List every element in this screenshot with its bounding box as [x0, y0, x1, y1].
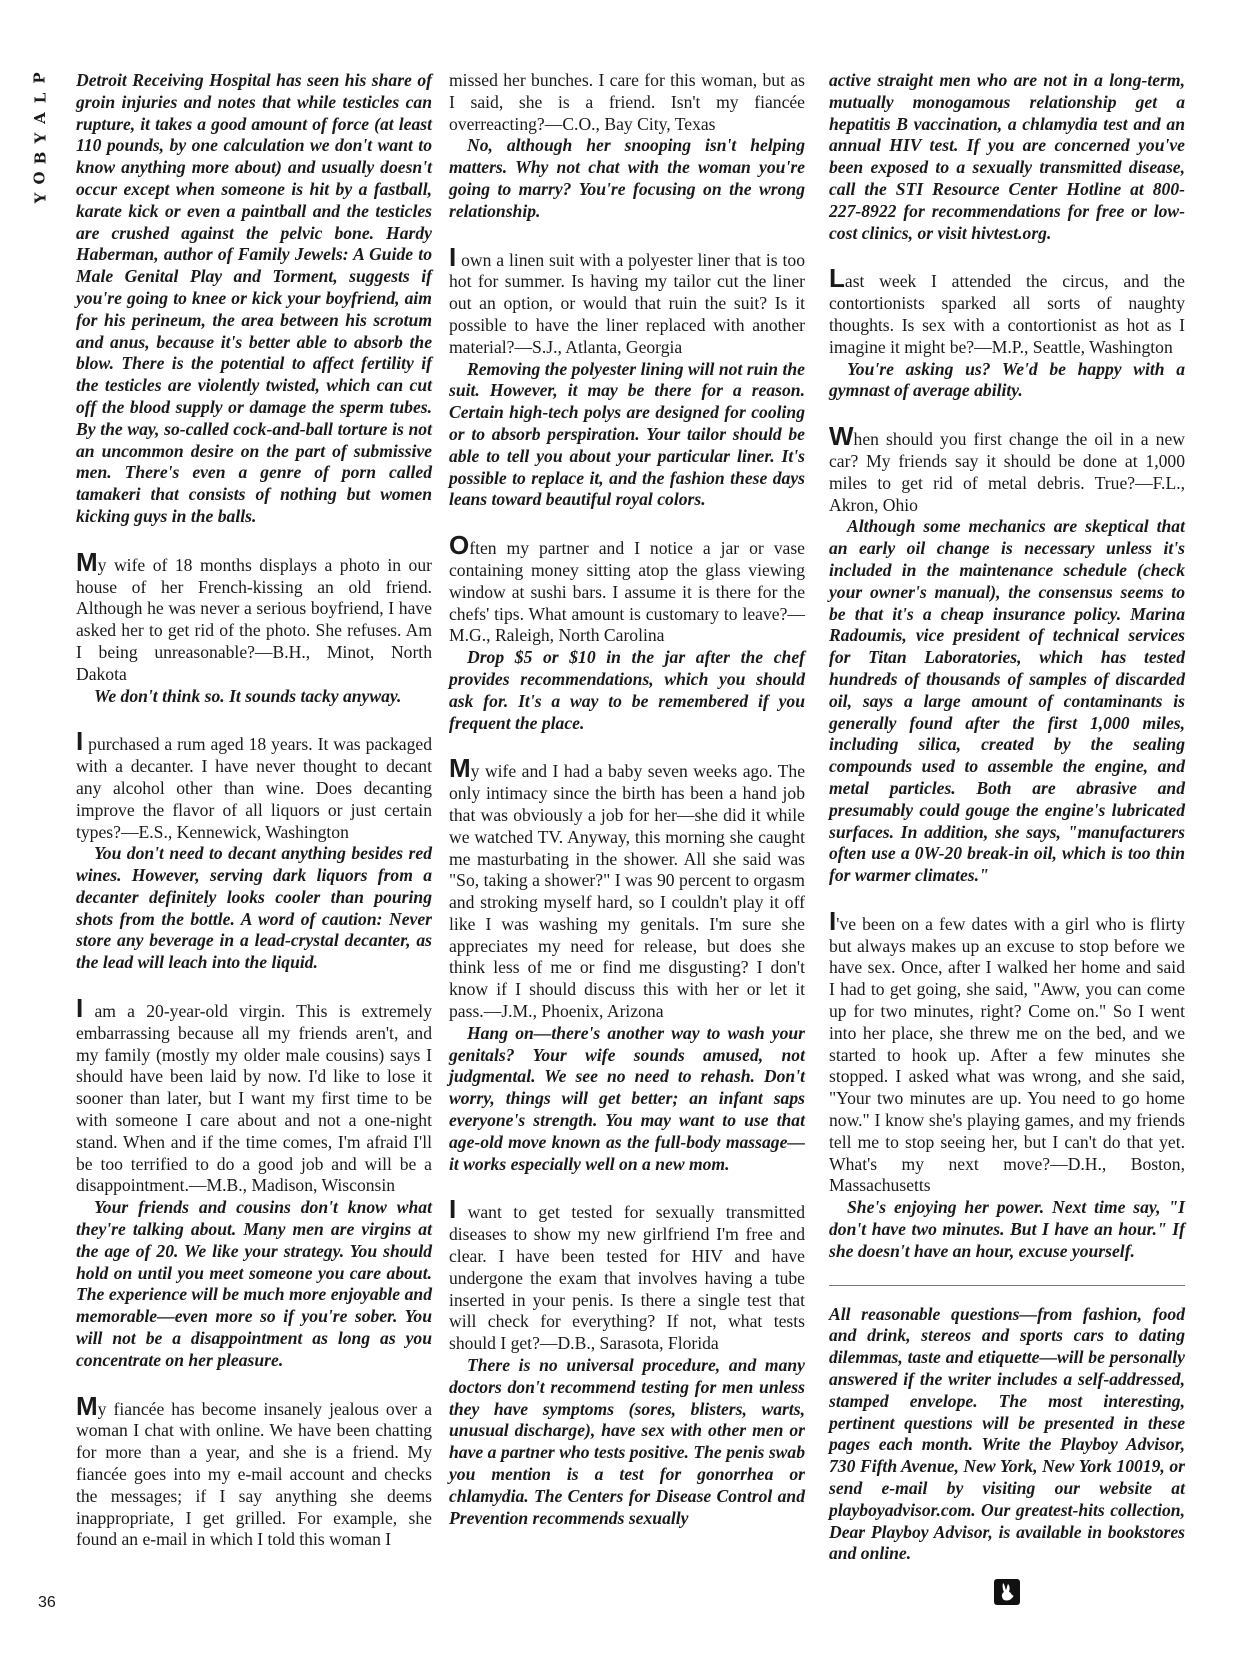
submission-note: All reasonable questions—from fashion, food and drink, stereos and sports cars to dating dilemmas, taste and etiquette—will be personally answered if the writer includes a self-addressed, stamped envelope. The most interesting, pertinent questions will be presented in these pages each month. Write the Playboy Advisor, 730 Fifth Avenue, New York, New York 10019, or send e-mail by visiting our website at playboyadvisor.com. Our greatest-hits collection, Dear Playboy Advisor, is available in bookstores and online. [829, 1303, 1185, 1564]
question-paragraph [449, 530, 805, 647]
question-paragraph [76, 546, 432, 686]
answer-paragraph: Your friends and cousins don't know what they're talking about. Many men are virgins at the age of 20. We like your strategy. You should hold on until you meet someone you care about. The experience will be much more enjoyable and memorable—even more so if you're sober. You will not be a disappointment as long as you concentrate on her pleasure. [76, 1197, 432, 1370]
column-2 [449, 70, 805, 1529]
question-text: am a 20-year-old virgin. This is extremely embarrassing because all my friends aren't, and my family (mostly my older male cousins) says I should have been laid by now. I'd like to lose it sooner than later, but I want my first time to be with someone I care about and not a one-night stand. When and if the time comes, I'm afraid I'll be too terrified to do a good job and will be a disappointment.—M.B., Madison, Wisconsin [76, 1001, 432, 1196]
question-text: 've been on a few dates with a girl who is flirty but always makes up an excuse to stop before we have sex. Once, after I walked her home and said I had to get going, she said, "Aww, you can come up for two minutes, right? Come on." So I went into her place, she threw me on the bed, and we started to hook up. After a few minutes she stopped. I asked what was wrong, and she said, "Your two minutes are up. You need to go home now." I know she's playing games, and my friends tell me to stop seeing her, but I can't do that yet. What's my next move?—D.H., Boston, Massachusetts [829, 913, 1185, 1196]
question-paragraph [76, 993, 432, 1197]
masthead-vertical: P L A Y B O Y [30, 72, 49, 204]
question-text: y fiancée has become insanely jealous over a woman I chat with online. We have been chatting for more than a year, and she is a friend. My fiancée goes into my e-mail account and checks the messages; if I say anything she deems inappropriate, I get grilled. For example, she found an e-mail in which I told this woman I [76, 1398, 432, 1550]
question-text: own a linen suit with a polyester liner that is too hot for summer. Is having my tailor cut the liner out an option, or would that ruin the suit? Is it possible to have the liner replaced with another material?—S.J., Atlanta, Georgia [449, 249, 805, 357]
drop-cap: I [76, 993, 84, 1024]
answer-paragraph: Detroit Receiving Hospital has seen his share of groin injuries and notes that while testicles can rupture, it takes a good amount of force (at least 110 pounds, by one calculation we don't want to know anything more about) and usually doesn't occur except when someone is hit by a fastball, karate kick or even a paintball and the testicles are crushed against the pelvic bone. Hardy Haberman, author of Family Jewels: A Guide to Male Genital Play and Torment, suggests if you're going to knee or kick your boyfriend, aim for his perineum, the area between his scrotum and anus, because it's better able to absorb the blow. There is the potential to affect fertility if the testicles are violently twisted, which can cut off the blood supply or damage the sperm tubes. By the way, so-called cock-and-ball torture is not an uncommon desire on the part of submissive men. There's even a genre of porn called tamakeri that consists of nothing but women kicking guys in the balls. [76, 70, 432, 526]
drop-cap: O [449, 530, 470, 561]
column-1 [76, 70, 432, 1551]
drop-cap: L [829, 263, 845, 294]
question-paragraph [829, 263, 1185, 358]
drop-cap: M [449, 753, 471, 784]
question-paragraph [829, 421, 1185, 516]
question-text: purchased a rum aged 18 years. It was packaged with a decanter. I have never thought to decant any alcohol other than wine. Does decanting improve the flavor of all liquors or just certain types?—E.S., Kennewick, Washington [76, 734, 432, 842]
column-3 [829, 70, 1185, 1605]
question-paragraph [76, 1390, 432, 1552]
answer-paragraph: We don't think so. It sounds tacky anyway. [94, 685, 402, 706]
question-text: want to get tested for sexually transmitted diseases to show my new girlfriend I'm free and clear. I have been tested for HIV and have undergone the exam that involves having a tube inserted in your penis. Is there a single test that will check for everything? If not, what tests should I get?—D.B., Sarasota, Florida [449, 1202, 805, 1354]
answer-paragraph: Although some mechanics are skeptical that an early oil change is necessary unless it's included in the maintenance schedule (check your owner's manual), the consensus seems to be that it's a cheap insurance policy. Marina Radoumis, vice president of technical services for Titan Laboratories, which has tested hundreds of thousands of samples of discarded oil, says a large amount of contaminants is generally found after the first 1,000 miles, including silica, created by the sealing compounds used to assemble the engine, and metal particles. Both are abrasive and presumably could gouge the engine's lubricated surfaces. In addition, she says, "manufacturers often use a 0W-20 break-in oil, which is too thin for warmer climates." [829, 516, 1185, 886]
drop-cap: I [829, 905, 837, 936]
rabbit-head-icon [994, 1579, 1020, 1605]
answer-paragraph: You don't need to decant anything besides red wines. However, serving dark liquors from a decanter definitely looks cooler than pouring shots from the bottle. A word of caution: Never store any beverage in a lead-crystal decanter, as the lead will leach into the liquid. [76, 843, 432, 973]
question-paragraph [449, 241, 805, 359]
drop-cap: I [449, 241, 457, 272]
end-mark [829, 1579, 1185, 1605]
answer-paragraph: There is no universal procedure, and many doctors don't recommend testing for men unless they have symptoms (sores, blisters, warts, unusual discharge), have sex with other men or have a partner who tests positive. The penis swab you mention is a test for gonorrhea or chlamydia. The Centers for Disease Control and Prevention recommends sexually [449, 1355, 805, 1528]
drop-cap: I [76, 726, 84, 757]
answer-paragraph: Drop $5 or $10 in the jar after the chef provides recommendations, which you should ask for. It's a way to be remembered if you frequent the place. [449, 647, 805, 733]
question-paragraph [829, 905, 1185, 1197]
answer-paragraph: Removing the polyester lining will not ruin the suit. However, it may be there for a reason. Certain high-tech polys are designed for cooling or to absorb perspiration. Your tailor should be able to tell you about your particular liner. It's possible to replace it, and the fashion these days leans toward beautiful royal colors. [449, 358, 805, 510]
answer-paragraph: No, although her snooping isn't helping matters. Why not chat with the woman you're going to marry? You're focusing on the wrong relationship. [449, 135, 805, 221]
answer-continued: active straight men who are not in a long-term, mutually monogamous relationship get a hepatitis B vaccination, a chlamydia test and an annual HIV test. If you are concerned you've been exposed to a sexually transmitted disease, call the STI Resource Center Hotline at 800-227-8922 for recommendations for free or low-cost clinics, or visit hivtest.org. [829, 70, 1185, 243]
drop-cap: M [76, 1390, 98, 1421]
question-text: y wife and I had a baby seven weeks ago. The only intimacy since the birth has been a hand job that was obviously a job for her—she did it while we watched TV. Anyway, this morning she caught me masturbating in the shower. All she said was "So, taking a shower?" I was 90 percent to orgasm and stroking myself hard, so I couldn't play it off like I was washing my genitals. I'm sure she appreciates my need for release, but does she think less of me or find me disgusting? I don't know if I should discuss this with her or let it pass.—J.M., Phoenix, Arizona [449, 761, 805, 1022]
question-paragraph [449, 1194, 805, 1355]
drop-cap: W [829, 421, 854, 452]
question-text: y wife of 18 months displays a photo in our house of her French-kissing an old friend. Although he was never a serious boyfriend, I have asked her to get rid of the photo. She refuses. Am I being unreasonable?—B.H., Minot, North Dakota [76, 554, 432, 684]
question-paragraph [449, 753, 805, 1023]
question-text: ften my partner and I notice a jar or vase containing money sitting atop the glass viewing window at sushi bars. I assume it is there for the chefs' tips. What amount is customary to leave?—M.G., Raleigh, North Carolina [449, 538, 805, 646]
answer-paragraph: You're asking us? We'd be happy with a gymnast of average ability. [829, 358, 1185, 401]
page-number: 36 [38, 1594, 56, 1611]
answer-paragraph: She's enjoying her power. Next time say, "I don't have two minutes. But I have an hour." If she doesn't have an hour, excuse yourself. [829, 1197, 1185, 1261]
question-paragraph [76, 726, 432, 843]
question-text: ast week I attended the circus, and the contortionists sparked all sorts of naughty thoughts. Is sex with a contortionist as hot as I imagine it might be?—M.P., Seattle, Washington [829, 271, 1185, 357]
section-divider [829, 1285, 1185, 1286]
drop-cap: M [76, 546, 98, 577]
answer-paragraph: Hang on—there's another way to wash your genitals? Your wife sounds amused, not judgmental. We see no need to rehash. Don't worry, things will get better; an infant saps everyone's strength. You may want to use that age-old move known as the full-body massage—it works especially well on a new mom. [449, 1022, 805, 1174]
drop-cap: I [449, 1194, 457, 1225]
question-text: hen should you first change the oil in a new car? My friends say it should be done at 1,000 miles to get rid of metal debris. True?—F.L., Akron, Ohio [829, 429, 1185, 515]
question-continued: missed her bunches. I care for this woman, but as I said, she is a friend. Isn't my fiancée overreacting?—C.O., Bay City, Texas [449, 70, 805, 134]
